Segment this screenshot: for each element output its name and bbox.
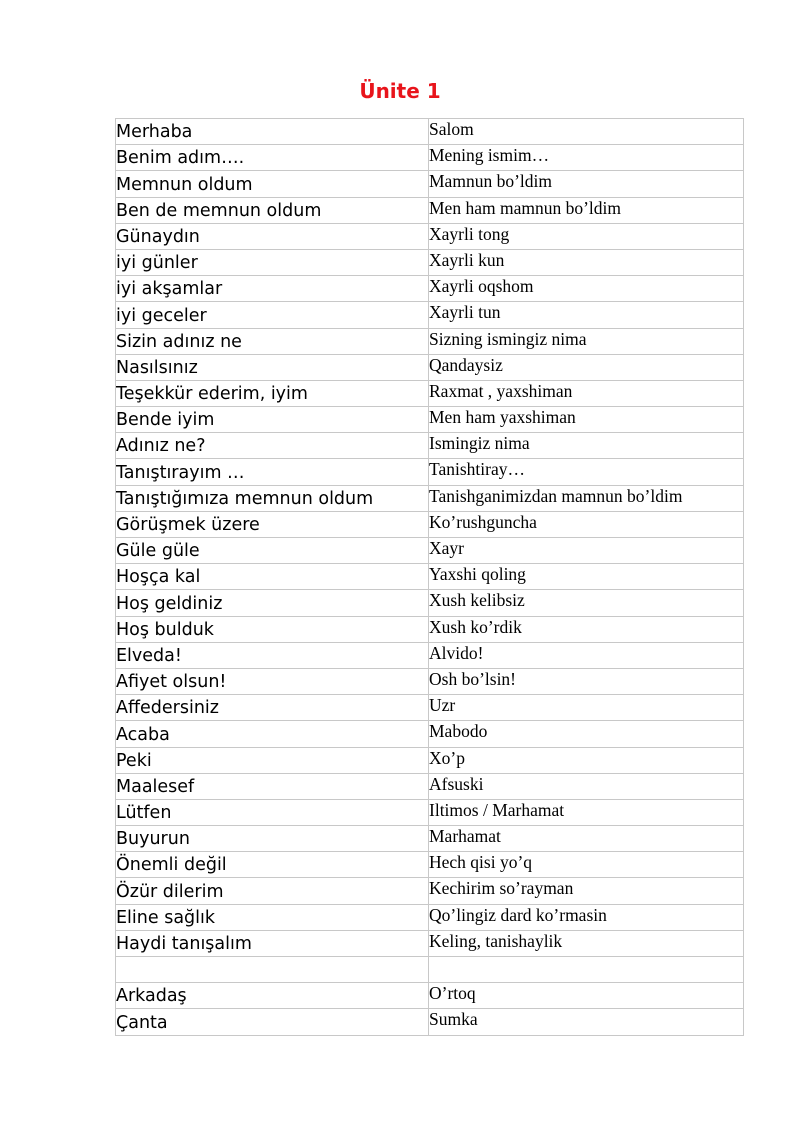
uzbek-translation: Mening ismim… (429, 145, 744, 171)
turkish-phrase: Özür dilerim (116, 878, 429, 904)
uzbek-translation: Mabodo (429, 721, 744, 747)
vocabulary-table (115, 118, 744, 1036)
turkish-phrase: Adınız ne? (116, 433, 429, 459)
turkish-phrase (116, 957, 429, 983)
turkish-phrase: Teşekkür ederim, iyim (116, 380, 429, 406)
turkish-phrase: Tanıştırayım … (116, 459, 429, 485)
turkish-phrase: Ben de memnun oldum (116, 197, 429, 223)
uzbek-translation: Xush ko’rdik (429, 616, 744, 642)
table-row (116, 171, 744, 197)
uzbek-translation: Xo’p (429, 747, 744, 773)
uzbek-translation: Iltimos / Marhamat (429, 799, 744, 825)
uzbek-translation: Xayrli kun (429, 249, 744, 275)
turkish-phrase: Nasılsınız (116, 354, 429, 380)
turkish-phrase: iyi geceler (116, 302, 429, 328)
table-row (116, 852, 744, 878)
uzbek-translation: Ismingiz nima (429, 433, 744, 459)
turkish-phrase: Elveda! (116, 642, 429, 668)
table-row (116, 459, 744, 485)
table-row (116, 564, 744, 590)
table-row (116, 590, 744, 616)
turkish-phrase: Merhaba (116, 119, 429, 145)
table-row (116, 1009, 744, 1035)
uzbek-translation: Yaxshi qoling (429, 564, 744, 590)
table-row (116, 538, 744, 564)
uzbek-translation: Osh bo’lsin! (429, 668, 744, 694)
vocabulary-table-body (116, 119, 744, 1036)
table-row (116, 616, 744, 642)
turkish-phrase: Acaba (116, 721, 429, 747)
turkish-phrase: Maalesef (116, 773, 429, 799)
uzbek-translation: Men ham mamnun bo’ldim (429, 197, 744, 223)
table-row (116, 721, 744, 747)
table-row (116, 747, 744, 773)
uzbek-translation: Xayrli tong (429, 223, 744, 249)
turkish-phrase: Bende iyim (116, 407, 429, 433)
uzbek-translation: Sumka (429, 1009, 744, 1035)
uzbek-translation: Ko’rushguncha (429, 511, 744, 537)
uzbek-translation: Xayrli tun (429, 302, 744, 328)
uzbek-translation: Xush kelibsiz (429, 590, 744, 616)
table-row (116, 826, 744, 852)
turkish-phrase: Tanıştığımıza memnun oldum (116, 485, 429, 511)
table-row (116, 145, 744, 171)
turkish-phrase: Peki (116, 747, 429, 773)
turkish-phrase: Güle güle (116, 538, 429, 564)
turkish-phrase: Günaydın (116, 223, 429, 249)
table-row (116, 276, 744, 302)
table-row (116, 197, 744, 223)
turkish-phrase: Afiyet olsun! (116, 668, 429, 694)
table-row (116, 904, 744, 930)
table-row (116, 511, 744, 537)
turkish-phrase: Memnun oldum (116, 171, 429, 197)
uzbek-translation: Kechirim so’rayman (429, 878, 744, 904)
uzbek-translation: Uzr (429, 695, 744, 721)
table-row (116, 878, 744, 904)
uzbek-translation: Hech qisi yo’q (429, 852, 744, 878)
turkish-phrase: Hoş bulduk (116, 616, 429, 642)
uzbek-translation: Qandaysiz (429, 354, 744, 380)
table-row (116, 485, 744, 511)
uzbek-translation: Men ham yaxshiman (429, 407, 744, 433)
turkish-phrase: iyi günler (116, 249, 429, 275)
uzbek-translation: O’rtoq (429, 983, 744, 1009)
turkish-phrase: Buyurun (116, 826, 429, 852)
turkish-phrase: Görüşmek üzere (116, 511, 429, 537)
uzbek-translation: Xayrli oqshom (429, 276, 744, 302)
table-row (116, 249, 744, 275)
turkish-phrase: Önemli değil (116, 852, 429, 878)
table-row (116, 380, 744, 406)
table-row (116, 223, 744, 249)
turkish-phrase: Haydi tanışalım (116, 930, 429, 956)
turkish-phrase: Çanta (116, 1009, 429, 1035)
page-title: Ünite 1 (359, 79, 441, 103)
table-row (116, 957, 744, 983)
table-row (116, 695, 744, 721)
uzbek-translation: Xayr (429, 538, 744, 564)
table-row (116, 433, 744, 459)
turkish-phrase: Hoşça kal (116, 564, 429, 590)
table-row (116, 983, 744, 1009)
table-row (116, 930, 744, 956)
uzbek-translation: Keling, tanishaylik (429, 930, 744, 956)
uzbek-translation: Sizning ismingiz nima (429, 328, 744, 354)
table-row (116, 302, 744, 328)
table-row (116, 328, 744, 354)
turkish-phrase: Affedersiniz (116, 695, 429, 721)
uzbek-translation: Afsuski (429, 773, 744, 799)
table-row (116, 668, 744, 694)
uzbek-translation: Salom (429, 119, 744, 145)
uzbek-translation: Qo’lingiz dard ko’rmasin (429, 904, 744, 930)
turkish-phrase: Sizin adınız ne (116, 328, 429, 354)
turkish-phrase: Benim adım…. (116, 145, 429, 171)
turkish-phrase: Hoş geldiniz (116, 590, 429, 616)
table-row (116, 407, 744, 433)
uzbek-translation: Marhamat (429, 826, 744, 852)
turkish-phrase: Lütfen (116, 799, 429, 825)
table-row (116, 119, 744, 145)
turkish-phrase: Arkadaş (116, 983, 429, 1009)
uzbek-translation: Raxmat , yaxshiman (429, 380, 744, 406)
uzbek-translation: Tanishtiray… (429, 459, 744, 485)
uzbek-translation: Tanishganimizdan mamnun bo’ldim (429, 485, 744, 511)
table-row (116, 642, 744, 668)
table-row (116, 354, 744, 380)
uzbek-translation (429, 957, 744, 983)
table-row (116, 773, 744, 799)
uzbek-translation: Alvido! (429, 642, 744, 668)
turkish-phrase: Eline sağlık (116, 904, 429, 930)
uzbek-translation: Mamnun bo’ldim (429, 171, 744, 197)
turkish-phrase: iyi akşamlar (116, 276, 429, 302)
table-row (116, 799, 744, 825)
